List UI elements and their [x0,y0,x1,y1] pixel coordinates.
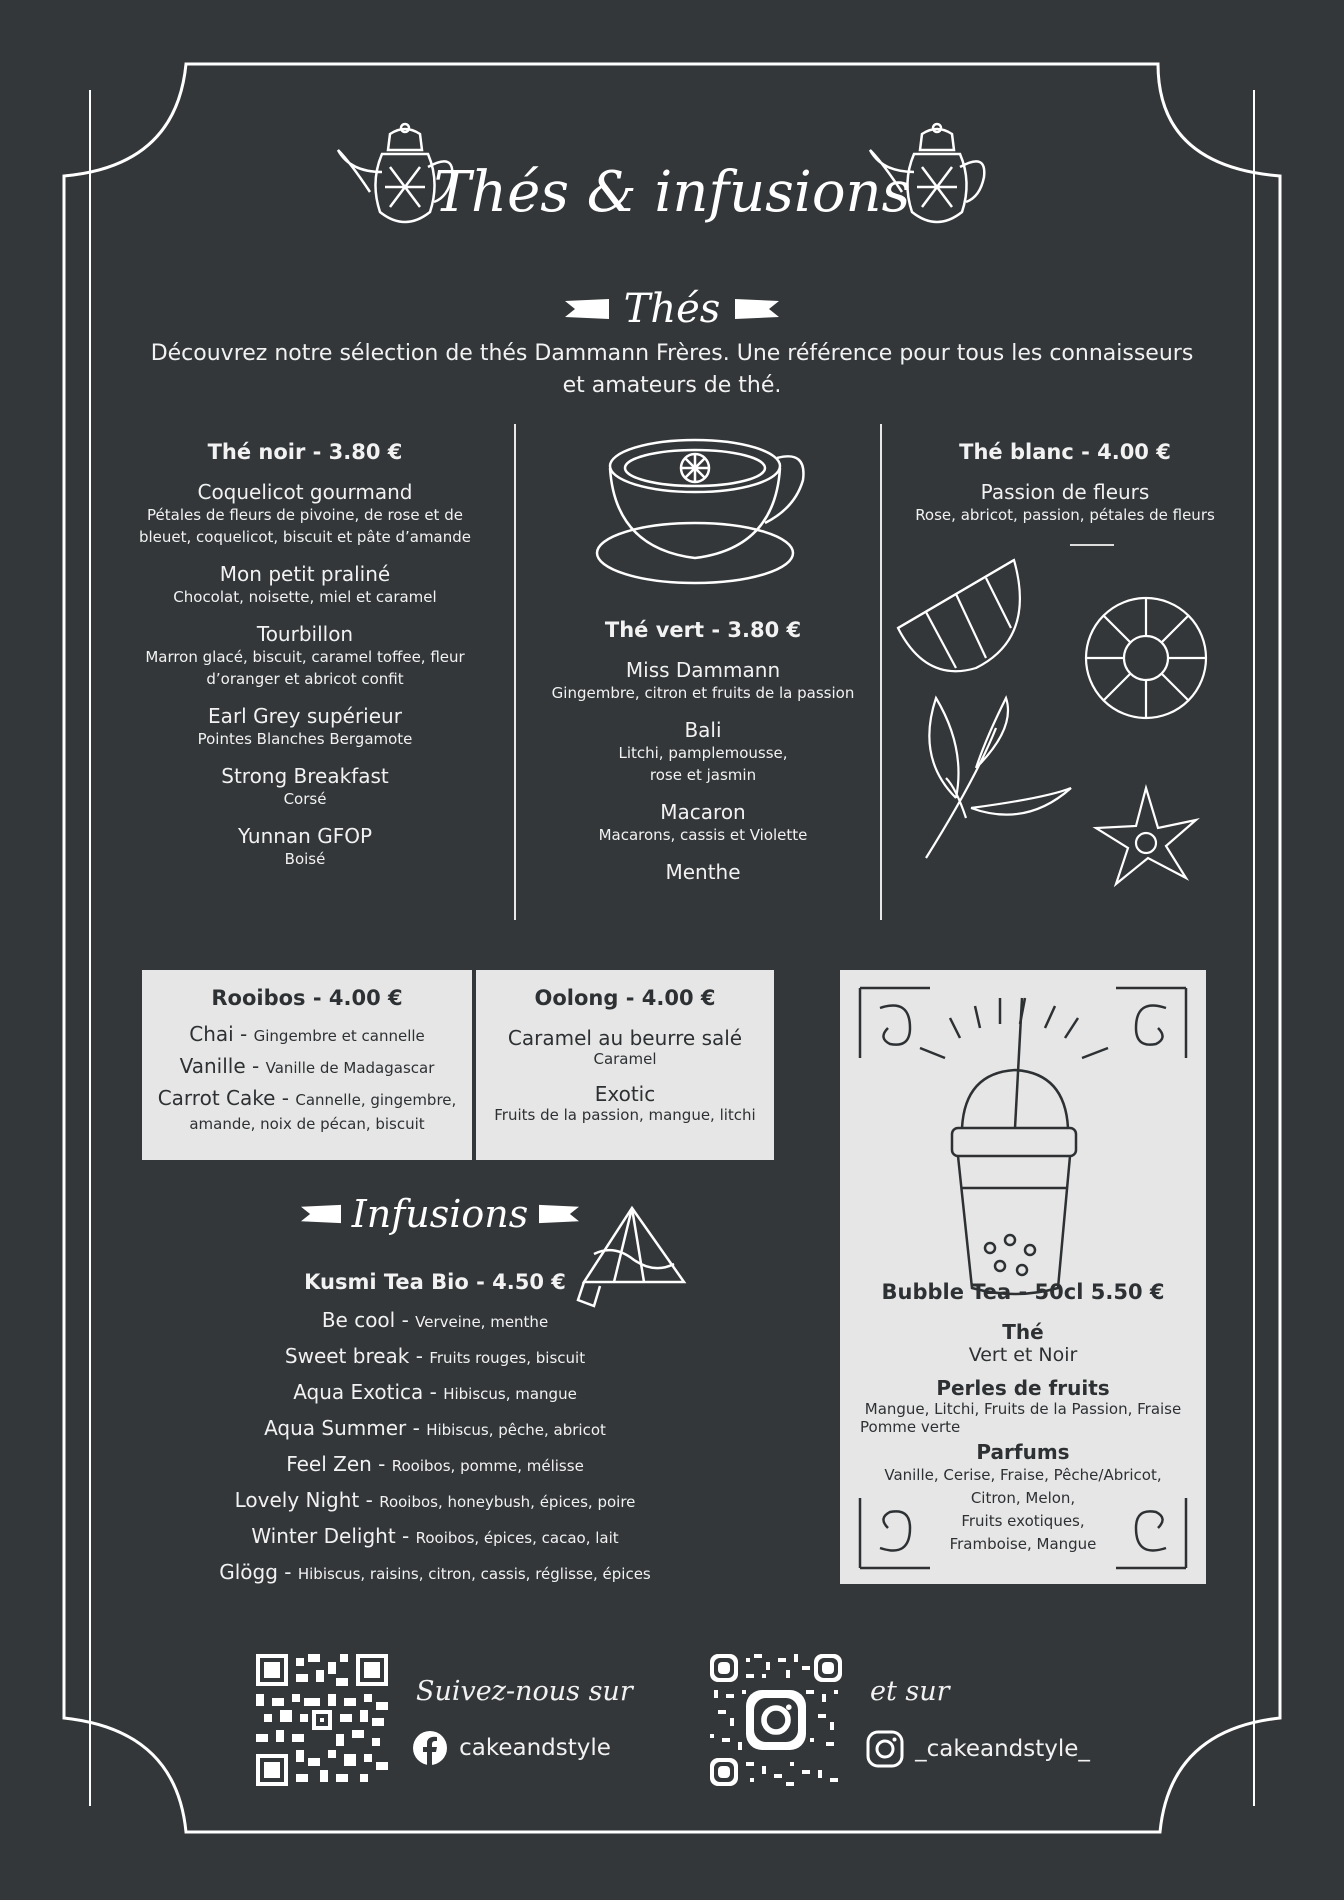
list-item: Glögg - Hibiscus, raisins, citron, cassis, réglisse, épices [219,1560,651,1584]
item-name: Winter Delight [251,1524,396,1548]
list-item [130,764,480,810]
teacup-icon [595,428,810,588]
item-name: Aqua Summer [264,1416,407,1440]
item-desc: Gingembre, citron et fruits de la passion [551,684,855,702]
item-desc: Fruits rouges, biscuit [429,1349,586,1367]
instagram-qr-code[interactable] [710,1654,842,1786]
item-name: Lovely Night [234,1488,360,1512]
list-item [540,800,866,846]
list-item [130,562,480,608]
list-item: Be cool - Verveine, menthe [321,1308,549,1332]
ribbon-left-icon [301,1203,341,1225]
item-name: Bali [684,718,722,742]
list-item: Carrot Cake - Cannelle, gingembre, amande, noix de pécan, biscuit [157,1086,457,1133]
item-name: Aqua Exotica [293,1380,424,1404]
item-desc: Rooibos, honeybush, épices, poire [379,1493,636,1511]
list-item: Feel Zen - Rooibos, pomme, mélisse [286,1452,584,1476]
item-name: Carrot Cake [157,1086,276,1110]
infusions-list [140,1270,730,1596]
item-name: Earl Grey supérieur [208,704,402,728]
bubble-perles-title: Perles de fruits [936,1376,1110,1400]
ribbon-right-icon [735,297,779,321]
list-item [130,704,480,750]
star-anise-icon [1096,788,1196,884]
bubble-perles-value2: Pomme verte [860,1418,961,1436]
bubble-parfums-line: Vanille, Cerise, Fraise, Pêche/Abricot, [884,1466,1162,1484]
ribbon-left-icon [565,297,609,321]
bubble-parfums-title: Parfums [976,1440,1070,1464]
list-item [900,480,1230,526]
item-name: Passion de fleurs [980,480,1150,504]
instagram-icon [866,1730,904,1768]
teas-heading: Thés [623,286,721,332]
item-desc: Rose, abricot, passion, pétales de fleurs [915,506,1215,524]
page-title: Thés & infusions [433,160,911,225]
item-desc: Hibiscus, pêche, abricot [426,1421,606,1439]
the-noir-column [130,440,480,884]
item-name: Coquelicot gourmand [197,480,413,504]
item-desc: Hibiscus, mangue [443,1385,577,1403]
list-item: Aqua Summer - Hibiscus, pêche, abricot [264,1416,606,1440]
instagram-handle: _cakeandstyle_ [915,1736,1090,1762]
facebook-qr-code[interactable] [256,1654,388,1786]
list-item [540,658,866,704]
item-desc: Marron glacé, biscuit, caramel toffee, fleur d’oranger et abricot confit [145,648,465,688]
item-name: Vanille [179,1054,246,1078]
item-desc: Corsé [283,790,327,808]
facebook-handle: cakeandstyle [459,1735,611,1761]
infusions-heading: Infusions [351,1192,529,1236]
item-desc: Chocolat, noisette, miel et caramel [173,588,437,606]
teapot-icon [862,122,1012,234]
item-name: Exotic [594,1082,656,1106]
item-name: Miss Dammann [625,658,781,682]
item-desc: Rooibos, pomme, mélisse [391,1457,584,1475]
column-divider [880,424,882,920]
botanical-illustration [896,558,1226,908]
tea-leaf-icon [926,698,1071,858]
item-desc: Cannelle, gingembre, amande, noix de pécan, biscuit [189,1091,457,1133]
column-divider [514,424,516,920]
item-name: Strong Breakfast [221,764,389,788]
item-desc: Verveine, menthe [415,1313,549,1331]
item-desc: Boisé [284,850,326,868]
bubble-tea-cup-icon [920,998,1108,1294]
bubble-perles-value: Mangue, Litchi, Fruits de la Passion, Fraise [864,1400,1182,1418]
list-item [130,480,480,548]
facebook-link[interactable] [412,1730,611,1766]
follow-label: Suivez-nous sur [416,1676,633,1707]
item-name: Macaron [660,800,746,824]
item-desc: Fruits de la passion, mangue, litchi [494,1106,756,1124]
teas-intro: Découvrez notre sélection de thés Dammann Frères. Une référence pour tous les connaisseurs et amateurs de thé. [150,341,1194,398]
bubble-tea-details [840,1280,1206,1556]
list-item [540,860,866,884]
item-name: Mon petit praliné [219,562,391,586]
bubble-parfums-line: Fruits exotiques, [961,1512,1085,1530]
the-noir-header: Thé noir - 3.80 € [207,440,403,464]
item-name: Tourbillon [256,622,354,646]
list-item [476,1082,774,1124]
item-desc: Gingembre et cannelle [253,1027,425,1045]
orange-slice-icon [898,560,1020,671]
item-desc: Pétales de fleurs de pivoine, de rose et de bleuet, coquelicot, biscuit et pâte d’amande [138,506,471,546]
bubble-the-title: Thé [1002,1320,1044,1344]
list-item [540,718,866,786]
rooibos-header: Rooibos - 4.00 € [211,986,403,1010]
infusions-section-header [300,1192,580,1236]
bubble-parfums-line: Citron, Melon, [970,1489,1076,1507]
item-name: Chai [189,1022,234,1046]
the-vert-header: Thé vert - 3.80 € [604,618,802,642]
facebook-icon [412,1730,448,1766]
item-name: Caramel au beurre salé [507,1026,743,1050]
list-item [130,622,480,690]
instagram-link[interactable] [866,1730,1090,1768]
item-desc: Vanille de Madagascar [265,1059,435,1077]
divider [1070,544,1114,546]
the-blanc-column [900,440,1230,540]
list-item: Vanille - Vanille de Madagascar [179,1054,435,1078]
list-item: Aqua Exotica - Hibiscus, mangue [293,1380,577,1404]
list-item: Chai - Gingembre et cannelle [189,1022,425,1046]
rooibos-panel [142,970,472,1160]
item-desc: Litchi, pamplemousse, rose et jasmin [618,744,788,784]
item-desc: Rooibos, épices, cacao, lait [415,1529,619,1547]
and-label: et sur [870,1676,950,1707]
oolong-panel [476,970,774,1160]
item-desc: Hibiscus, raisins, citron, cassis, réglisse, épices [297,1565,651,1583]
list-item [476,1026,774,1068]
item-name: Sweet break [284,1344,410,1368]
item-name: Yunnan GFOP [237,824,373,848]
item-desc: Caramel [593,1050,657,1068]
item-name: Menthe [665,860,741,884]
infusions-header: Kusmi Tea Bio - 4.50 € [304,1270,566,1294]
oolong-header: Oolong - 4.00 € [534,986,716,1010]
bubble-parfums-line: Framboise, Mangue [949,1535,1097,1553]
item-name: Feel Zen [286,1452,372,1476]
list-item: Winter Delight - Rooibos, épices, cacao, lait [251,1524,619,1548]
item-name: Glögg [219,1560,278,1584]
the-vert-column [540,618,866,898]
the-blanc-header: Thé blanc - 4.00 € [959,440,1171,464]
bubble-tea-header: Bubble Tea - 50cl 5.50 € [881,1280,1165,1304]
teas-section-header [0,286,1344,332]
list-item: Lovely Night - Rooibos, honeybush, épices, poire [234,1488,636,1512]
item-name: Be cool [321,1308,396,1332]
item-desc: Pointes Blanches Bergamote [197,730,413,748]
list-item: Sweet break - Fruits rouges, biscuit [284,1344,586,1368]
bubble-the-value: Vert et Noir [968,1344,1078,1366]
item-desc: Macarons, cassis et Violette [598,826,808,844]
list-item [130,824,480,870]
bubble-tea-panel [840,970,1206,1584]
